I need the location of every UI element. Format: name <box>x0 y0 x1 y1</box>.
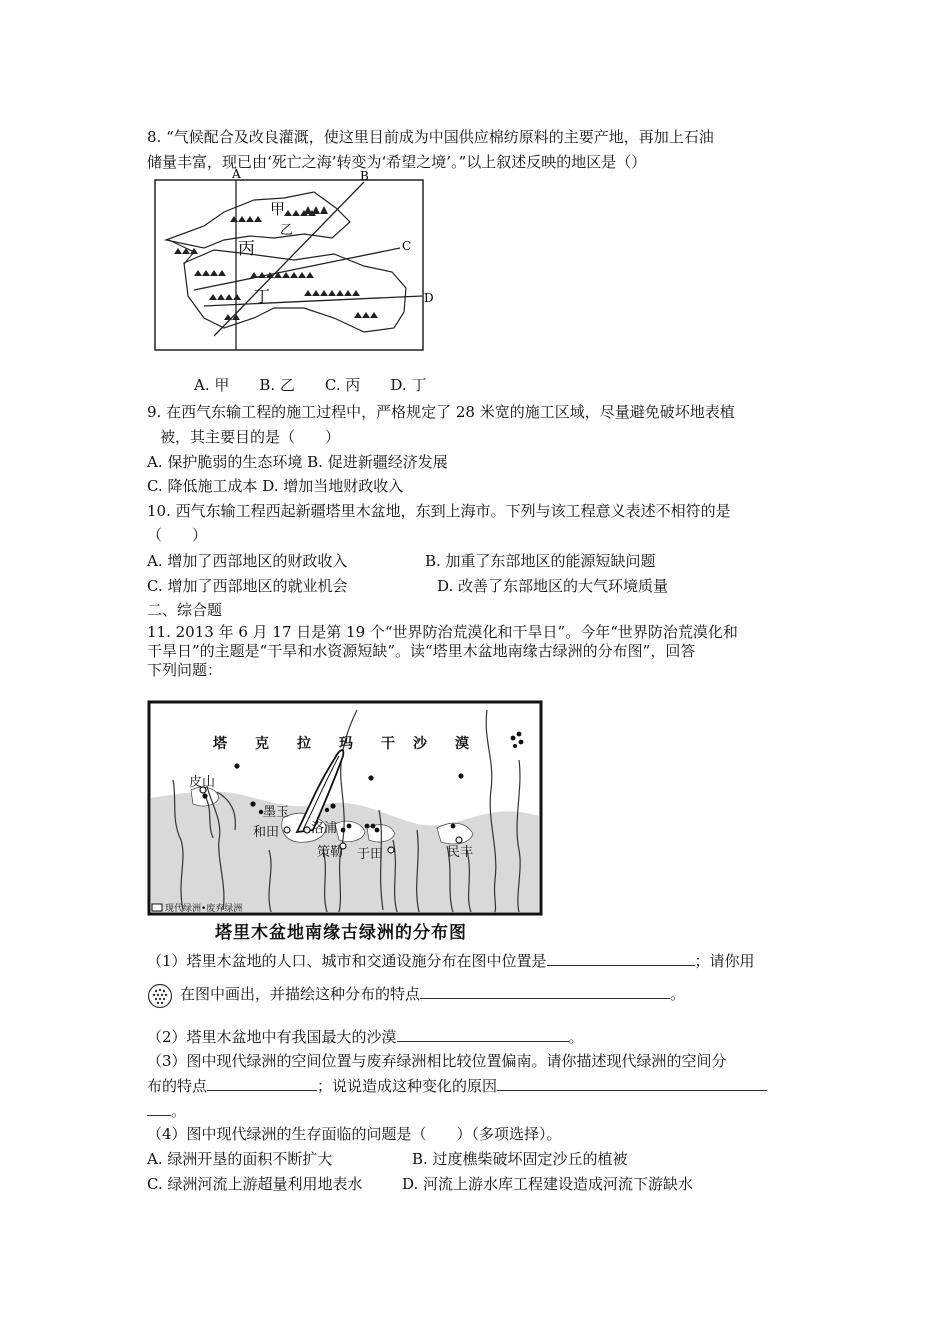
q11-sub1-tail: ；请你用 <box>694 952 755 970</box>
place-label-moyu: 墨玉 <box>263 805 290 820</box>
q10-option-c: C. 增加了西部地区的就业机会 <box>147 577 348 595</box>
q10-option-a: A. 增加了西部地区的财政收入 <box>147 552 348 570</box>
desert-char-1: 塔 <box>213 736 227 752</box>
q11-sub3-line2 <box>147 1076 767 1096</box>
q8-line1: 8. “气候配合及改良灌溉，使这里目前成为中国供应棉纺原料的主要产地，再加上石油 <box>147 128 714 146</box>
place-label-pishan: 皮山 <box>189 775 216 790</box>
line-label-a: A <box>232 168 241 181</box>
line-label-b: B <box>360 169 369 183</box>
q8-options: A. 甲 B. 乙 C. 丙 D. 丁 <box>194 376 427 394</box>
oasis-symbol-icon <box>147 983 173 1009</box>
q11-sub2-tail: 。 <box>568 1028 584 1046</box>
map-caption: 塔里木盆地南缘古绿洲的分布图 <box>215 923 467 943</box>
line-label-d: D <box>424 291 434 305</box>
q11-sub3-text: 布的特点 <box>147 1077 208 1095</box>
q10-option-b: B. 加重了东部地区的能源短缺问题 <box>425 552 656 570</box>
xinjiang-map <box>154 168 436 352</box>
desert-char-5: 干 <box>381 736 395 752</box>
desert-char-7: 漠 <box>455 736 469 752</box>
q11-option-c: C. 绿洲河流上游超量利用地表水 <box>147 1175 363 1193</box>
region-label-jia: 甲 <box>270 200 286 218</box>
q11-option-b: B. 过度樵柴破坏固定沙丘的植被 <box>412 1150 628 1168</box>
q11-sub1b-text: 在图中画出，并描绘这种分布的特点 <box>180 985 421 1003</box>
desert-char-2: 克 <box>255 736 269 752</box>
desert-char-3: 拉 <box>297 736 311 752</box>
map-legend: 现代绿洲•废弃绿洲 <box>165 904 243 914</box>
q11-sub1-text: （1）塔里木盆地的人口、城市和交通设施分布在图中位置是 <box>147 952 547 970</box>
place-label-cele: 策勒 <box>317 845 344 860</box>
region-label-ding: 丁 <box>254 287 271 306</box>
q11-line1: 11. 2013 年 6 月 17 日是第 19 个“世界防治荒漠化和干旱日”。今年“世界防治荒漠化和 <box>147 623 738 641</box>
q11-sub2-text: （2）塔里木盆地中有我国最大的沙漠 <box>147 1028 397 1046</box>
place-label-luopu: 洛浦 <box>311 821 338 836</box>
line-label-c: C <box>402 239 412 253</box>
place-label-minfeng: 民丰 <box>447 845 474 860</box>
q11-sub3-line3 <box>147 1101 186 1121</box>
q11-sub3-tail: 。 <box>171 1102 187 1120</box>
q10-line1: 10. 西气东输工程西起新疆塔里木盆地，东到上海市。下列与该工程意义表述不相符的是 <box>147 502 731 520</box>
answer-blank-desert[interactable] <box>397 1027 569 1042</box>
answer-blank-feature[interactable] <box>420 984 670 999</box>
answer-blank-location[interactable] <box>547 951 695 966</box>
q11-sub3-mid: ；说说造成这种变化的原因 <box>317 1077 498 1095</box>
answer-blank-reason-cont[interactable] <box>147 1101 171 1116</box>
q11-sub1-line1 <box>147 951 755 971</box>
q11-sub1-line2 <box>180 984 685 1004</box>
q9-line2: 被，其主要目的是（ ） <box>160 428 341 446</box>
place-label-yutian: 于田 <box>357 847 384 862</box>
q9-line1: 9. 在西气东输工程的施工过程中，严格规定了 28 米宽的施工区域，尽量避免破坏地表植 <box>147 403 735 421</box>
q10-line2: （ ） <box>147 526 208 544</box>
desert-char-4: 玛 <box>339 736 353 752</box>
q11-line3: 下列问题： <box>147 661 223 679</box>
q8-line2: 储量丰富，现已由‘死亡之海’转变为‘希望之境’。”以上叙述反映的地区是（） <box>147 153 647 171</box>
region-label-yi: 乙 <box>280 223 294 238</box>
q11-line2: 干旱日”的主题是“干旱和水资源短缺”。读“塔里木盆地南缘古绿洲的分布图”，回答 <box>147 642 696 660</box>
place-label-hetian: 和田 <box>253 825 280 840</box>
q11-sub1b-tail: 。 <box>670 985 686 1003</box>
q11-sub2 <box>147 1027 584 1047</box>
q11-option-d: D. 河流上游水库工程建设造成河流下游缺水 <box>402 1175 694 1193</box>
region-label-bing: 丙 <box>238 239 255 259</box>
q11-sub3-line1: （3）图中现代绿洲的空间位置与废弃绿洲相比较位置偏南。请你描述现代绿洲的空间分 <box>147 1052 727 1070</box>
q11-sub4: （4）图中现代绿洲的生存面临的问题是（ ）（多项选择）。 <box>147 1125 562 1143</box>
section-heading: 二、综合题 <box>147 601 223 619</box>
q9-option-cd: C. 降低施工成本 D. 增加当地财政收入 <box>147 477 404 495</box>
desert-char-6: 沙 <box>413 736 427 752</box>
tarim-oasis-map <box>147 700 543 916</box>
answer-blank-reason[interactable] <box>497 1076 767 1091</box>
answer-blank-distribution[interactable] <box>207 1076 317 1091</box>
q11-option-a: A. 绿洲开垦的面积不断扩大 <box>147 1150 333 1168</box>
q10-option-d: D. 改善了东部地区的大气环境质量 <box>437 577 669 595</box>
q9-option-ab: A. 保护脆弱的生态环境 B. 促进新疆经济发展 <box>147 453 448 471</box>
